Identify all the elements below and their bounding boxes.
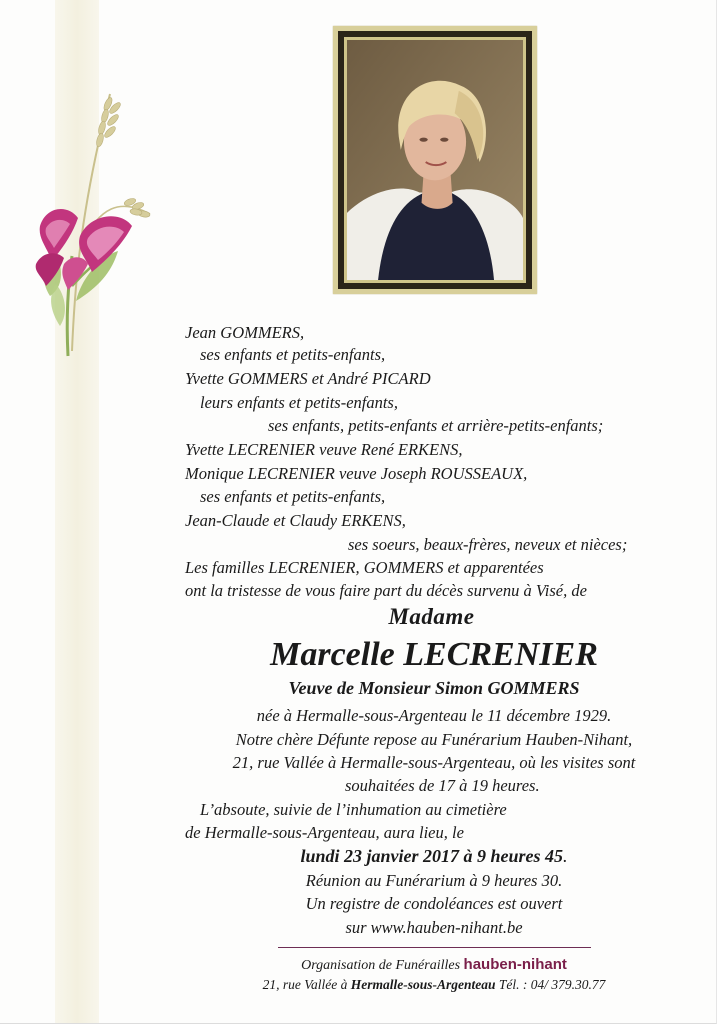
family-line: ses soeurs, beaux-frères, neveux et nièces; xyxy=(348,535,628,554)
detail-line: Notre chère Défunte repose au Funérarium Hauben-Nihant, xyxy=(235,730,633,749)
ceremony-date: lundi 23 janvier 2017 à 9 heures 45 xyxy=(300,846,564,866)
ceremony-date-row xyxy=(0,846,717,866)
footer-organisation xyxy=(0,956,717,974)
ceremony-date-suffix: . xyxy=(563,846,568,866)
detail-line: de Hermalle-sous-Argenteau, aura lieu, le xyxy=(185,823,464,842)
family-line: Yvette GOMMERS et André PICARD xyxy=(185,369,431,388)
organisation-label: Organisation de Funérailles xyxy=(301,958,461,973)
family-line: ses enfants et petits-enfants, xyxy=(200,345,386,364)
deceased-name: Marcelle LECRENIER xyxy=(270,636,598,673)
detail-line: née à Hermalle-sous-Argenteau le 11 décembre 1929. xyxy=(256,706,612,725)
widow-of: Veuve de Monsieur Simon GOMMERS xyxy=(288,678,580,698)
family-line: Jean GOMMERS, xyxy=(185,323,305,342)
address-prefix: 21, rue Vallée à xyxy=(262,977,348,992)
portrait-photo xyxy=(347,40,523,280)
footer-divider xyxy=(278,947,591,948)
closing-line: Réunion au Funérarium à 9 heures 30. xyxy=(305,871,563,890)
family-line: ses enfants et petits-enfants, xyxy=(200,487,386,506)
closing-line: sur www.hauben-nihant.be xyxy=(345,918,523,937)
closing-line: Un registre de condoléances est ouvert xyxy=(305,894,563,913)
calla-lily-wheat-icon xyxy=(20,86,170,371)
family-line: ont la tristesse de vous faire part du décès survenu à Visé, de xyxy=(185,581,587,600)
portrait-frame xyxy=(333,26,537,294)
footer-address xyxy=(0,977,717,993)
family-line: Les familles LECRENIER, GOMMERS et apparentées xyxy=(185,558,544,577)
brand-logo: hauben-nihant xyxy=(463,956,567,973)
family-line: Jean-Claude et Claudy ERKENS, xyxy=(185,511,406,530)
family-line: Yvette LECRENIER veuve René ERKENS, xyxy=(185,440,463,459)
family-line: leurs enfants et petits-enfants, xyxy=(200,393,398,412)
family-line: Monique LECRENIER veuve Joseph ROUSSEAUX, xyxy=(185,464,528,483)
detail-line: souhaitées de 17 à 19 heures. xyxy=(345,776,540,795)
phone: Tél. : 04/ 379.30.77 xyxy=(498,977,606,992)
honorific: Madame xyxy=(388,604,475,629)
address-town: Hermalle-sous-Argenteau xyxy=(350,977,496,992)
detail-line: 21, rue Vallée à Hermalle-sous-Argenteau, où les visites sont xyxy=(232,753,636,772)
detail-line: L’absoute, suivie de l’inhumation au cimetière xyxy=(200,800,507,819)
family-line: ses enfants, petits-enfants et arrière-petits-enfants; xyxy=(268,416,604,435)
